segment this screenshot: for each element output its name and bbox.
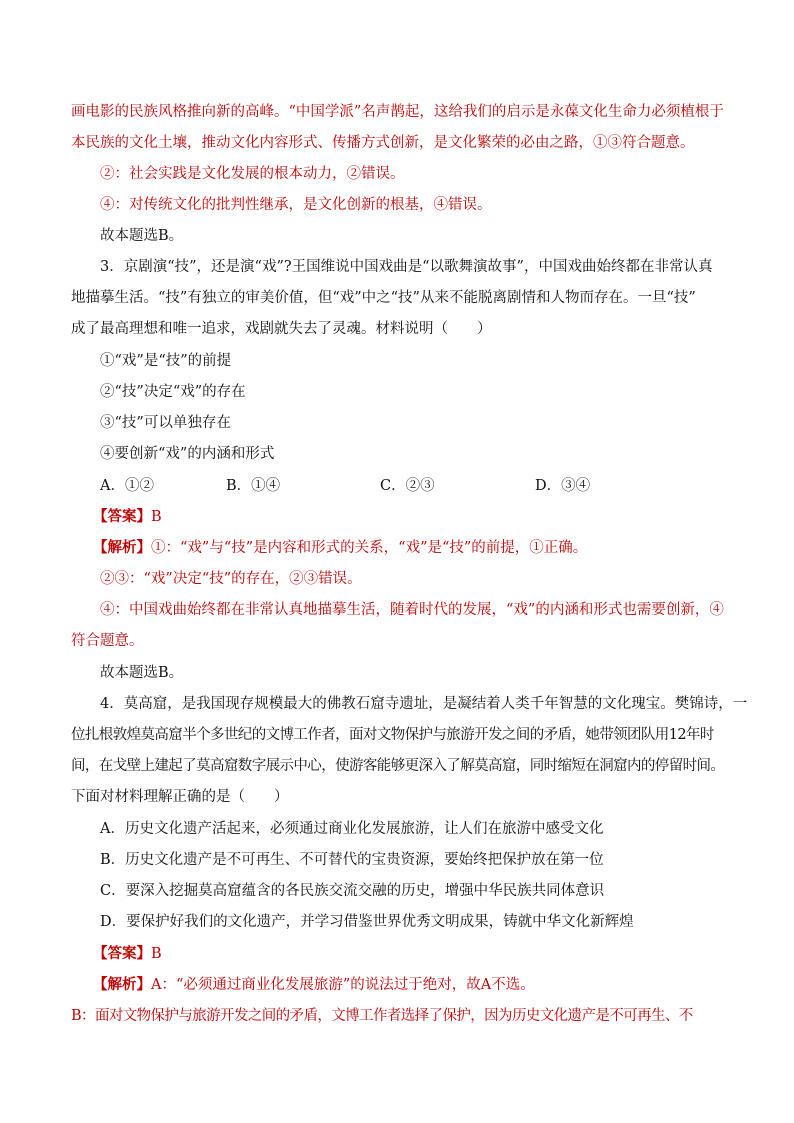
q4-stem-line-4: 下面对材料理解正确的是（ ） — [71, 789, 289, 805]
q3-item-2: ②“技”决定“戏”的存在 — [100, 384, 246, 400]
q4-option-a: A．历史文化遗产活起来，必须通过商业化发展旅游，让人们在旅游中感受文化 — [100, 821, 604, 837]
q4-analysis-line-1 — [93, 974, 535, 996]
q3-option-a: A．①② — [100, 478, 154, 494]
prev-conclusion: 故本题选B。 — [100, 228, 184, 244]
q3-answer-value: B — [151, 509, 162, 525]
q3-conclusion: 故本题选B。 — [100, 665, 184, 681]
q4-stem-line-2: 位扎根敦煌莫高窟半个多世纪的文博工作者，面对文物保护与旅游开发之间的矛盾，她带领团队用12年时 — [71, 727, 714, 743]
q4-analysis-line-2: B：面对文物保护与旅游开发之间的矛盾，文博工作者选择了保护，因为历史文化遗产是不可再生、不 — [71, 1008, 693, 1024]
q4-option-b: B．历史文化遗产是不可再生、不可替代的宝贵资源，要始终把保护放在第一位 — [100, 852, 604, 868]
q3-item-4: ④要创新“戏”的内涵和形式 — [100, 446, 275, 462]
q4-analysis-tag: 【解析】 — [93, 976, 151, 993]
q3-analysis-line-1 — [93, 537, 587, 559]
q4-answer-value: B — [151, 946, 162, 962]
q3-stem-line-3: 成了最高理想和唯一追求，戏剧就失去了灵魂。材料说明（ ） — [71, 321, 492, 337]
q3-answer-tag: 【答案】 — [93, 508, 151, 525]
q4-stem-line-1: 4．莫高窟，是我国现存规模最大的佛教石窟寺遗址，是凝结着人类千年智慧的文化瑰宝。樊锦诗，一 — [100, 696, 748, 712]
q4-option-c: C．要深入挖掘莫高窟蕴含的各民族交流交融的历史，增强中华民族共同体意识 — [100, 883, 605, 899]
q3-stem-line-2: 地描摹生活。“技”有独立的审美价值，但“戏”中之“技”从来不能脱离剧情和人物而存在。一旦“技” — [71, 290, 696, 306]
q4-analysis-text-1: A：“必须通过商业化发展旅游”的说法过于绝对，故A不选。 — [151, 977, 535, 993]
q4-answer-tag: 【答案】 — [93, 945, 151, 962]
q3-analysis-tag: 【解析】 — [93, 539, 151, 556]
prev-analysis-line-4: ④：对传统文化的批判性继承，是文化创新的根基，④错误。 — [100, 197, 492, 213]
q3-option-b: B．①④ — [226, 478, 281, 494]
q3-analysis-line-2: ②③：“戏”决定“技”的存在，②③错误。 — [100, 571, 362, 587]
q3-answer — [93, 506, 162, 528]
prev-analysis-line-1: 画电影的民族风格推向新的高峰。“中国学派”名声鹊起，这给我们的启示是永葆文化生命力必须植根于 — [71, 104, 724, 120]
q4-stem-line-3: 间，在戈壁上建起了莫高窟数字展示中心，使游客能够更深入了解莫高窟，同时缩短在洞窟内的停留时间。 — [71, 758, 725, 774]
q3-item-1: ①“戏”是“技”的前提 — [100, 353, 232, 369]
q4-option-d: D．要保护好我们的文化遗产，并学习借鉴世界优秀文明成果，铸就中华文化新辉煌 — [100, 914, 634, 930]
q3-analysis-line-4: 符合题意。 — [71, 633, 144, 649]
q3-option-d: D．③④ — [535, 478, 591, 494]
prev-analysis-line-3: ②：社会实践是文化发展的根本动力，②错误。 — [100, 166, 405, 182]
prev-analysis-line-2: 本民族的文化土壤，推动文化内容形式、传播方式创新，是文化繁荣的必由之路，①③符合题意。 — [71, 135, 695, 151]
q3-option-c: C．②③ — [380, 478, 435, 494]
q3-stem-line-1: 3．京剧演“技”，还是演“戏”?王国维说中国戏曲是“以歌舞演故事”，中国戏曲始终都在非常认真 — [100, 259, 713, 275]
q3-analysis-text-1: ①：“戏”与“技”是内容和形式的关系，“戏”是“技”的前提，①正确。 — [151, 540, 588, 556]
q3-item-3: ③“技”可以单独存在 — [100, 415, 231, 431]
q4-answer — [93, 943, 162, 965]
q3-analysis-line-3: ④：中国戏曲始终都在非常认真地描摹生活，随着时代的发展，“戏”的内涵和形式也需要创新，④ — [100, 602, 724, 618]
